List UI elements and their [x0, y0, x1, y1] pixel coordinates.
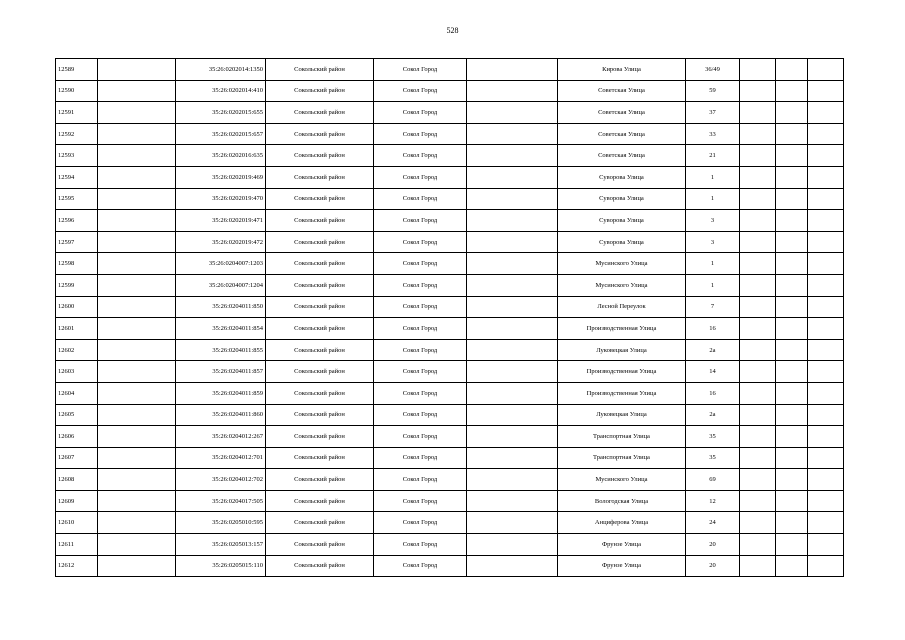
empty-cell — [467, 361, 558, 383]
empty-cell — [808, 447, 844, 469]
empty-cell — [467, 318, 558, 340]
street-cell: Советская Улица — [558, 145, 686, 167]
street-cell: Производственная Улица — [558, 361, 686, 383]
empty-cell — [740, 296, 776, 318]
city-cell: Сокол Город — [374, 469, 467, 491]
empty-cell — [776, 490, 808, 512]
empty-cell — [740, 404, 776, 426]
empty-cell — [776, 253, 808, 275]
registry-table — [55, 58, 844, 577]
cadastral-number-cell: 35:26:0204007:1203 — [176, 253, 266, 275]
district-cell: Сокольский район — [266, 339, 374, 361]
empty-cell — [98, 555, 176, 577]
empty-cell — [740, 447, 776, 469]
house-number-cell: 1 — [686, 274, 740, 296]
empty-cell — [467, 210, 558, 232]
empty-cell — [98, 426, 176, 448]
cadastral-number-cell: 35:26:0204011:860 — [176, 404, 266, 426]
empty-cell — [776, 123, 808, 145]
empty-cell — [740, 490, 776, 512]
table-row — [56, 534, 844, 556]
empty-cell — [776, 318, 808, 340]
table-row — [56, 404, 844, 426]
street-cell: Суворова Улица — [558, 210, 686, 232]
empty-cell — [808, 404, 844, 426]
house-number-cell: 1 — [686, 166, 740, 188]
house-number-cell: 35 — [686, 426, 740, 448]
record-number-cell: 12589 — [56, 59, 98, 81]
street-cell: Советская Улица — [558, 102, 686, 124]
empty-cell — [740, 253, 776, 275]
empty-cell — [776, 512, 808, 534]
table-row — [56, 210, 844, 232]
empty-cell — [467, 274, 558, 296]
empty-cell — [776, 59, 808, 81]
table-row — [56, 555, 844, 577]
table-row — [56, 382, 844, 404]
empty-cell — [740, 188, 776, 210]
cadastral-number-cell: 35:26:0204007:1204 — [176, 274, 266, 296]
record-number-cell: 12611 — [56, 534, 98, 556]
city-cell: Сокол Город — [374, 426, 467, 448]
cadastral-number-cell: 35:26:0202019:472 — [176, 231, 266, 253]
empty-cell — [808, 210, 844, 232]
empty-cell — [467, 59, 558, 81]
district-cell: Сокольский район — [266, 188, 374, 210]
empty-cell — [776, 339, 808, 361]
empty-cell — [740, 123, 776, 145]
table-row — [56, 80, 844, 102]
district-cell: Сокольский район — [266, 253, 374, 275]
house-number-cell: 16 — [686, 318, 740, 340]
empty-cell — [808, 145, 844, 167]
city-cell: Сокол Город — [374, 274, 467, 296]
city-cell: Сокол Город — [374, 555, 467, 577]
empty-cell — [467, 123, 558, 145]
empty-cell — [98, 382, 176, 404]
house-number-cell: 20 — [686, 534, 740, 556]
record-number-cell: 12607 — [56, 447, 98, 469]
empty-cell — [808, 469, 844, 491]
empty-cell — [467, 188, 558, 210]
cadastral-number-cell: 35:26:0202016:635 — [176, 145, 266, 167]
house-number-cell: 36/49 — [686, 59, 740, 81]
house-number-cell: 1 — [686, 253, 740, 275]
cadastral-number-cell: 35:26:0202019:471 — [176, 210, 266, 232]
record-number-cell: 12604 — [56, 382, 98, 404]
empty-cell — [776, 188, 808, 210]
empty-cell — [740, 59, 776, 81]
house-number-cell: 69 — [686, 469, 740, 491]
street-cell: Фрунзе Улица — [558, 534, 686, 556]
empty-cell — [776, 210, 808, 232]
table-row — [56, 188, 844, 210]
empty-cell — [740, 339, 776, 361]
empty-cell — [776, 274, 808, 296]
city-cell: Сокол Город — [374, 80, 467, 102]
empty-cell — [467, 469, 558, 491]
district-cell: Сокольский район — [266, 318, 374, 340]
empty-cell — [808, 555, 844, 577]
table-row — [56, 253, 844, 275]
empty-cell — [467, 102, 558, 124]
city-cell: Сокол Город — [374, 339, 467, 361]
street-cell: Анциферова Улица — [558, 512, 686, 534]
empty-cell — [808, 231, 844, 253]
city-cell: Сокол Город — [374, 166, 467, 188]
table-row — [56, 59, 844, 81]
record-number-cell: 12591 — [56, 102, 98, 124]
cadastral-number-cell: 35:26:0202019:469 — [176, 166, 266, 188]
record-number-cell: 12594 — [56, 166, 98, 188]
cadastral-number-cell: 35:26:0204011:857 — [176, 361, 266, 383]
empty-cell — [740, 210, 776, 232]
empty-cell — [98, 123, 176, 145]
empty-cell — [740, 145, 776, 167]
district-cell: Сокольский район — [266, 447, 374, 469]
district-cell: Сокольский район — [266, 210, 374, 232]
empty-cell — [776, 469, 808, 491]
district-cell: Сокольский район — [266, 490, 374, 512]
record-number-cell: 12608 — [56, 469, 98, 491]
record-number-cell: 12609 — [56, 490, 98, 512]
table-row — [56, 231, 844, 253]
empty-cell — [467, 382, 558, 404]
street-cell: Мусинского Улица — [558, 253, 686, 275]
city-cell: Сокол Город — [374, 447, 467, 469]
record-number-cell: 12596 — [56, 210, 98, 232]
cadastral-number-cell: 35:26:0204012:701 — [176, 447, 266, 469]
house-number-cell: 24 — [686, 512, 740, 534]
record-number-cell: 12598 — [56, 253, 98, 275]
empty-cell — [776, 231, 808, 253]
table-row — [56, 426, 844, 448]
district-cell: Сокольский район — [266, 555, 374, 577]
empty-cell — [98, 210, 176, 232]
empty-cell — [740, 426, 776, 448]
street-cell: Луковецкая Улица — [558, 339, 686, 361]
page-number: 528 — [446, 26, 459, 35]
empty-cell — [98, 59, 176, 81]
cadastral-number-cell: 35:26:0202019:470 — [176, 188, 266, 210]
house-number-cell: 21 — [686, 145, 740, 167]
cadastral-number-cell: 35:26:0204017:505 — [176, 490, 266, 512]
cadastral-number-cell: 35:26:0204011:850 — [176, 296, 266, 318]
record-number-cell: 12592 — [56, 123, 98, 145]
empty-cell — [740, 80, 776, 102]
empty-cell — [98, 102, 176, 124]
empty-cell — [467, 253, 558, 275]
empty-cell — [808, 534, 844, 556]
city-cell: Сокол Город — [374, 296, 467, 318]
empty-cell — [808, 166, 844, 188]
empty-cell — [740, 361, 776, 383]
empty-cell — [98, 80, 176, 102]
empty-cell — [98, 145, 176, 167]
city-cell: Сокол Город — [374, 59, 467, 81]
city-cell: Сокол Город — [374, 253, 467, 275]
empty-cell — [98, 188, 176, 210]
cadastral-number-cell: 35:26:0205015:110 — [176, 555, 266, 577]
empty-cell — [740, 102, 776, 124]
empty-cell — [467, 534, 558, 556]
district-cell: Сокольский район — [266, 426, 374, 448]
empty-cell — [740, 274, 776, 296]
table-row — [56, 296, 844, 318]
district-cell: Сокольский район — [266, 404, 374, 426]
house-number-cell: 12 — [686, 490, 740, 512]
street-cell: Фрунзе Улица — [558, 555, 686, 577]
empty-cell — [467, 166, 558, 188]
empty-cell — [467, 490, 558, 512]
district-cell: Сокольский район — [266, 231, 374, 253]
house-number-cell: 3 — [686, 210, 740, 232]
cadastral-number-cell: 35:26:0204011:859 — [176, 382, 266, 404]
district-cell: Сокольский район — [266, 296, 374, 318]
house-number-cell: 3 — [686, 231, 740, 253]
table-row — [56, 339, 844, 361]
empty-cell — [776, 145, 808, 167]
empty-cell — [808, 490, 844, 512]
cadastral-number-cell: 35:26:0202015:657 — [176, 123, 266, 145]
empty-cell — [808, 339, 844, 361]
city-cell: Сокол Город — [374, 145, 467, 167]
empty-cell — [776, 447, 808, 469]
empty-cell — [740, 231, 776, 253]
district-cell: Сокольский район — [266, 123, 374, 145]
city-cell: Сокол Город — [374, 210, 467, 232]
record-number-cell: 12602 — [56, 339, 98, 361]
empty-cell — [98, 231, 176, 253]
district-cell: Сокольский район — [266, 534, 374, 556]
empty-cell — [467, 426, 558, 448]
city-cell: Сокол Город — [374, 231, 467, 253]
street-cell: Суворова Улица — [558, 231, 686, 253]
empty-cell — [776, 296, 808, 318]
house-number-cell: 1 — [686, 188, 740, 210]
empty-cell — [467, 145, 558, 167]
empty-cell — [98, 318, 176, 340]
table-row — [56, 469, 844, 491]
empty-cell — [467, 231, 558, 253]
cadastral-number-cell: 35:26:0204012:702 — [176, 469, 266, 491]
house-number-cell: 14 — [686, 361, 740, 383]
table-row — [56, 318, 844, 340]
empty-cell — [98, 339, 176, 361]
record-number-cell: 12597 — [56, 231, 98, 253]
table-row — [56, 102, 844, 124]
street-cell: Мусинского Улица — [558, 469, 686, 491]
street-cell: Мусинского Улица — [558, 274, 686, 296]
district-cell: Сокольский район — [266, 469, 374, 491]
record-number-cell: 12605 — [56, 404, 98, 426]
empty-cell — [98, 361, 176, 383]
city-cell: Сокол Город — [374, 361, 467, 383]
city-cell: Сокол Город — [374, 490, 467, 512]
empty-cell — [776, 80, 808, 102]
empty-cell — [808, 274, 844, 296]
city-cell: Сокол Город — [374, 102, 467, 124]
street-cell: Производственная Улица — [558, 382, 686, 404]
empty-cell — [98, 490, 176, 512]
empty-cell — [808, 512, 844, 534]
record-number-cell: 12606 — [56, 426, 98, 448]
empty-cell — [98, 253, 176, 275]
empty-cell — [776, 534, 808, 556]
district-cell: Сокольский район — [266, 166, 374, 188]
empty-cell — [98, 296, 176, 318]
empty-cell — [467, 404, 558, 426]
empty-cell — [808, 102, 844, 124]
empty-cell — [808, 426, 844, 448]
empty-cell — [467, 512, 558, 534]
table-row — [56, 145, 844, 167]
empty-cell — [467, 555, 558, 577]
street-cell: Луковецкая Улица — [558, 404, 686, 426]
empty-cell — [808, 382, 844, 404]
district-cell: Сокольский район — [266, 59, 374, 81]
record-number-cell: 12595 — [56, 188, 98, 210]
empty-cell — [776, 102, 808, 124]
empty-cell — [776, 166, 808, 188]
street-cell: Вологодская Улица — [558, 490, 686, 512]
record-number-cell: 12600 — [56, 296, 98, 318]
empty-cell — [98, 469, 176, 491]
empty-cell — [776, 404, 808, 426]
record-number-cell: 12601 — [56, 318, 98, 340]
house-number-cell: 2а — [686, 339, 740, 361]
cadastral-number-cell: 35:26:0204012:267 — [176, 426, 266, 448]
cadastral-number-cell: 35:26:0204011:855 — [176, 339, 266, 361]
house-number-cell: 35 — [686, 447, 740, 469]
empty-cell — [808, 318, 844, 340]
empty-cell — [808, 296, 844, 318]
house-number-cell: 7 — [686, 296, 740, 318]
district-cell: Сокольский район — [266, 102, 374, 124]
district-cell: Сокольский район — [266, 145, 374, 167]
record-number-cell: 12599 — [56, 274, 98, 296]
city-cell: Сокол Город — [374, 512, 467, 534]
empty-cell — [98, 274, 176, 296]
district-cell: Сокольский район — [266, 361, 374, 383]
empty-cell — [776, 555, 808, 577]
cadastral-number-cell: 35:26:0205013:157 — [176, 534, 266, 556]
empty-cell — [740, 166, 776, 188]
district-cell: Сокольский район — [266, 80, 374, 102]
district-cell: Сокольский район — [266, 512, 374, 534]
empty-cell — [98, 166, 176, 188]
house-number-cell: 37 — [686, 102, 740, 124]
street-cell: Советская Улица — [558, 80, 686, 102]
empty-cell — [808, 361, 844, 383]
empty-cell — [740, 469, 776, 491]
empty-cell — [808, 123, 844, 145]
empty-cell — [740, 382, 776, 404]
house-number-cell: 20 — [686, 555, 740, 577]
cadastral-number-cell: 35:26:0202014:410 — [176, 80, 266, 102]
empty-cell — [98, 534, 176, 556]
empty-cell — [740, 318, 776, 340]
empty-cell — [808, 253, 844, 275]
city-cell: Сокол Город — [374, 534, 467, 556]
street-cell: Суворова Улица — [558, 188, 686, 210]
cadastral-number-cell: 35:26:0205010:595 — [176, 512, 266, 534]
table-row — [56, 361, 844, 383]
cadastral-number-cell: 35:26:0202014:1350 — [176, 59, 266, 81]
cadastral-number-cell: 35:26:0204011:854 — [176, 318, 266, 340]
city-cell: Сокол Город — [374, 123, 467, 145]
table-row — [56, 512, 844, 534]
street-cell: Транспортная Улица — [558, 426, 686, 448]
empty-cell — [98, 447, 176, 469]
empty-cell — [467, 296, 558, 318]
table-row — [56, 166, 844, 188]
empty-cell — [98, 404, 176, 426]
empty-cell — [776, 361, 808, 383]
table-row — [56, 490, 844, 512]
empty-cell — [740, 555, 776, 577]
street-cell: Производственная Улица — [558, 318, 686, 340]
empty-cell — [808, 80, 844, 102]
record-number-cell: 12603 — [56, 361, 98, 383]
record-number-cell: 12593 — [56, 145, 98, 167]
city-cell: Сокол Город — [374, 188, 467, 210]
street-cell: Транспортная Улица — [558, 447, 686, 469]
empty-cell — [808, 59, 844, 81]
empty-cell — [467, 339, 558, 361]
district-cell: Сокольский район — [266, 274, 374, 296]
house-number-cell: 33 — [686, 123, 740, 145]
street-cell: Советская Улица — [558, 123, 686, 145]
city-cell: Сокол Город — [374, 382, 467, 404]
table-row — [56, 447, 844, 469]
house-number-cell: 2а — [686, 404, 740, 426]
record-number-cell: 12612 — [56, 555, 98, 577]
district-cell: Сокольский район — [266, 382, 374, 404]
table-row — [56, 123, 844, 145]
record-number-cell: 12610 — [56, 512, 98, 534]
street-cell: Лесной Переулок — [558, 296, 686, 318]
record-number-cell: 12590 — [56, 80, 98, 102]
empty-cell — [740, 534, 776, 556]
cadastral-number-cell: 35:26:0202015:655 — [176, 102, 266, 124]
house-number-cell: 59 — [686, 80, 740, 102]
table-row — [56, 274, 844, 296]
house-number-cell: 16 — [686, 382, 740, 404]
empty-cell — [467, 447, 558, 469]
street-cell: Кирова Улица — [558, 59, 686, 81]
registry-table-body — [56, 59, 844, 577]
empty-cell — [467, 80, 558, 102]
empty-cell — [776, 382, 808, 404]
empty-cell — [98, 512, 176, 534]
empty-cell — [740, 512, 776, 534]
city-cell: Сокол Город — [374, 318, 467, 340]
city-cell: Сокол Город — [374, 404, 467, 426]
empty-cell — [808, 188, 844, 210]
empty-cell — [776, 426, 808, 448]
street-cell: Суворова Улица — [558, 166, 686, 188]
